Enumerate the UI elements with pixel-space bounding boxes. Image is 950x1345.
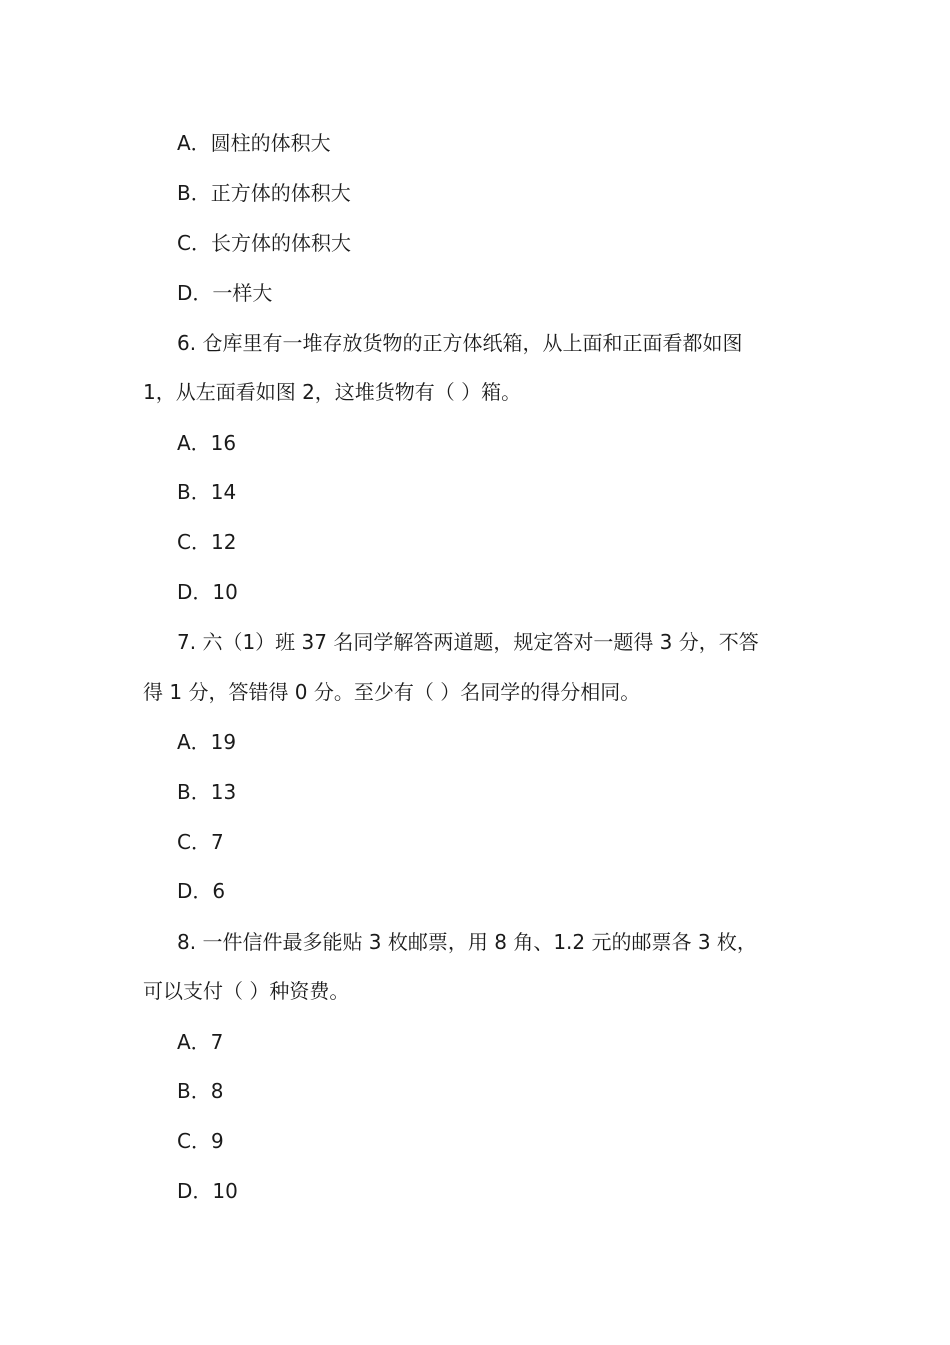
q6-option-b: B．14 — [177, 480, 237, 504]
q7-option-a: A．19 — [177, 730, 237, 754]
q5-option-c: C．长方体的体积大 — [177, 231, 351, 255]
q8-option-a: A．7 — [177, 1030, 224, 1054]
q6-stem-line2: 1，从左面看如图 2，这堆货物有（ ）箱。 — [143, 380, 522, 404]
q8-stem-line1: 8. 一件信件最多能贴 3 枚邮票，用 8 角、1.2 元的邮票各 3 枚， — [177, 930, 757, 954]
q7-option-d: D．6 — [177, 879, 226, 903]
q5-option-a: A．圆柱的体积大 — [177, 131, 331, 155]
q5-option-d: D．一样大 — [177, 281, 273, 305]
q6-option-d: D．10 — [177, 580, 238, 604]
q8-stem-line2: 可以支付（ ）种资费。 — [143, 979, 350, 1003]
q7-stem-line1: 7. 六（1）班 37 名同学解答两道题，规定答对一题得 3 分，不答 — [177, 630, 759, 654]
q8-option-b: B．8 — [177, 1079, 224, 1103]
q6-stem-line1: 6. 仓库里有一堆存放货物的正方体纸箱，从上面和正面看都如图 — [177, 331, 743, 355]
q8-option-c: C．9 — [177, 1129, 224, 1153]
q5-option-b: B．正方体的体积大 — [177, 181, 351, 205]
q7-option-b: B．13 — [177, 780, 237, 804]
q8-option-d: D．10 — [177, 1179, 238, 1203]
q6-option-c: C．12 — [177, 530, 237, 554]
q7-option-c: C．7 — [177, 830, 224, 854]
q7-stem-line2: 得 1 分，答错得 0 分。至少有（ ）名同学的得分相同。 — [143, 680, 641, 704]
q6-option-a: A．16 — [177, 431, 237, 455]
